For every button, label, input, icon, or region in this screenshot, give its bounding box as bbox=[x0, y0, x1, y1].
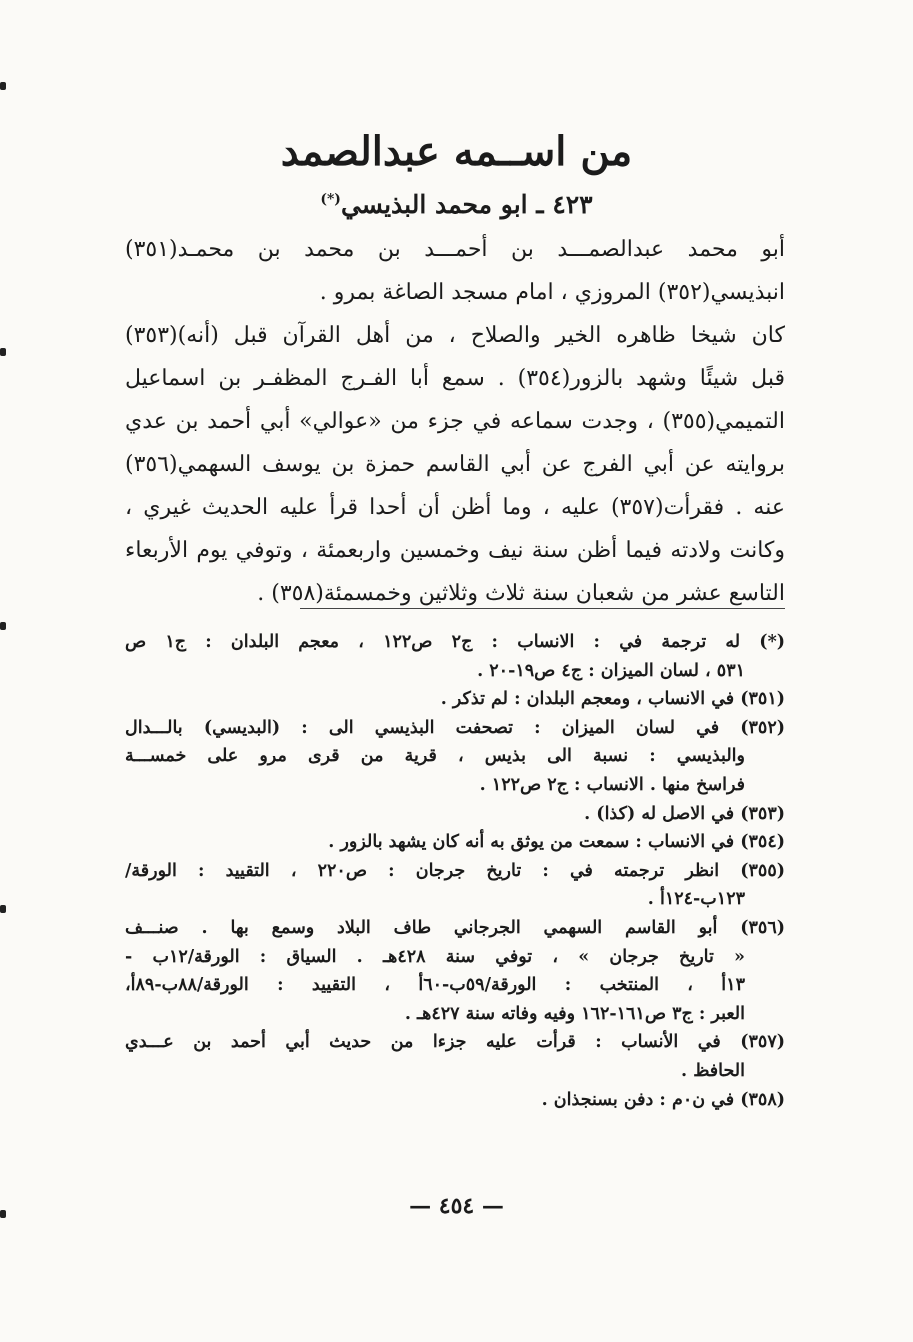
margin-mark bbox=[0, 82, 6, 90]
footnotes bbox=[125, 628, 785, 1114]
page-number: — ٤٥٤ — bbox=[409, 1193, 504, 1219]
section-heading: من اســمه عبدالصمد bbox=[280, 128, 633, 175]
footnote-line: (*) له ترجمة في : الانساب : ج٢ ص١٢٢ ، معجم البلدان : ج١ ص bbox=[125, 632, 785, 652]
entry-title bbox=[0, 190, 913, 219]
margin-mark bbox=[0, 905, 6, 913]
margin-mark bbox=[0, 348, 6, 356]
footnote-line: ١٢٣ب-١٢٤أ . bbox=[647, 889, 745, 910]
body-line: بروايته عن أبي الفرج عن أبي القاسم حمزة بن يوسف السهمي(٣٥٦) bbox=[125, 452, 785, 477]
body-line: انبذيسي(٣٥٢) المروزي ، امام مسجد الصاغة بمرو . bbox=[319, 280, 785, 305]
footnote-line: العبر : ج٣ ص١٦١-١٦٢ وفيه وفاته سنة ٤٢٧هـ . bbox=[404, 1003, 745, 1024]
entry-footnote-mark: (*) bbox=[320, 191, 341, 208]
footnote-line: الحافظ . bbox=[681, 1060, 745, 1081]
footnote-line: (٣٥٣) في الاصل له (كذا) . bbox=[584, 803, 785, 824]
body-line: كان شيخا ظاهره الخير والصلاح ، من أهل القرآن قبل (أنه)(٣٥٣) bbox=[125, 323, 785, 348]
footnote-line: (٣٥٦) أبو القاسم السهمي الجرجاني طاف البلاد وسمع بها . صنـــف bbox=[125, 917, 785, 938]
footnote-line: (٣٥٨) في ن٠م : دفن بسنجذان . bbox=[541, 1089, 785, 1110]
footnote-line: فراسخ منها . الانساب : ج٢ ص١٢٢ . bbox=[479, 774, 745, 795]
footnote-line: ١٣أ ، المنتخب : الورقة/٥٩ب-٦٠أ ، التقييد : الورقة/٨٨ب-٨٩أ، bbox=[125, 975, 745, 996]
body-line: وكانت ولادته فيما أظن سنة نيف وخمسين واربعمئة ، وتوفي يوم الأربعاء bbox=[125, 538, 785, 563]
body-underline bbox=[300, 608, 785, 609]
margin-mark bbox=[0, 622, 6, 630]
entry-body bbox=[125, 228, 785, 615]
footnote-line: (٣٥٤) في الانساب : سمعت من يوثق به أنه كان يشهد بالزور . bbox=[328, 832, 785, 853]
footnote-line: (٣٥١) في الانساب ، ومعجم البلدان : لم تذكر . bbox=[440, 689, 785, 710]
body-line: عنه . فقرأت(٣٥٧) عليه ، وما أظن أن أحدا قرأ عليه الحديث غيري ، bbox=[125, 495, 785, 520]
body-line: قبل شيئًا وشهد بالزور(٣٥٤) . سمع أبا الفـرج المظفـر بن اسماعيل bbox=[125, 366, 785, 391]
body-line: التاسع عشر من شعبان سنة ثلاث وثلاثين وخمسمئة(٣٥٨) . bbox=[257, 581, 785, 606]
body-line: التميمي(٣٥٥) ، وجدت سماعه في جزء من «عوالي» أبي أحمد بن عدي bbox=[125, 409, 785, 434]
footnote-line: (٣٥٢) في لسان الميزان : تصحفت البذيسي الى : (البديسي) بالـــدال bbox=[125, 717, 785, 738]
footnote-line: (٣٥٧) في الأنساب : قرأت عليه جزءا من حديث أبي أحمد بن عـــدي bbox=[125, 1032, 785, 1053]
footnote-line: (٣٥٥) انظر ترجمته في : تاريخ جرجان : ص٢٢٠ ، التقييد : الورقة/ bbox=[125, 860, 785, 881]
footnote-line: والبذيسي : نسبة الى بذيس ، قرية من قرى مرو على خمســـة bbox=[125, 746, 745, 767]
body-line: أبو محمد عبدالصمـــد بن أحمـــد بن محمد بن محمـد(٣٥١) bbox=[125, 237, 785, 262]
entry-number-name: ٤٢٣ ـ ابو محمد البذيسي bbox=[340, 190, 593, 219]
footnote-line: « تاريخ جرجان » ، توفي سنة ٤٢٨هـ . السياق : الورقة/١٢ب - bbox=[125, 946, 745, 967]
footnote-line: ٥٣١ ، لسان الميزان : ج٤ ص١٩-٢٠ . bbox=[477, 660, 745, 681]
